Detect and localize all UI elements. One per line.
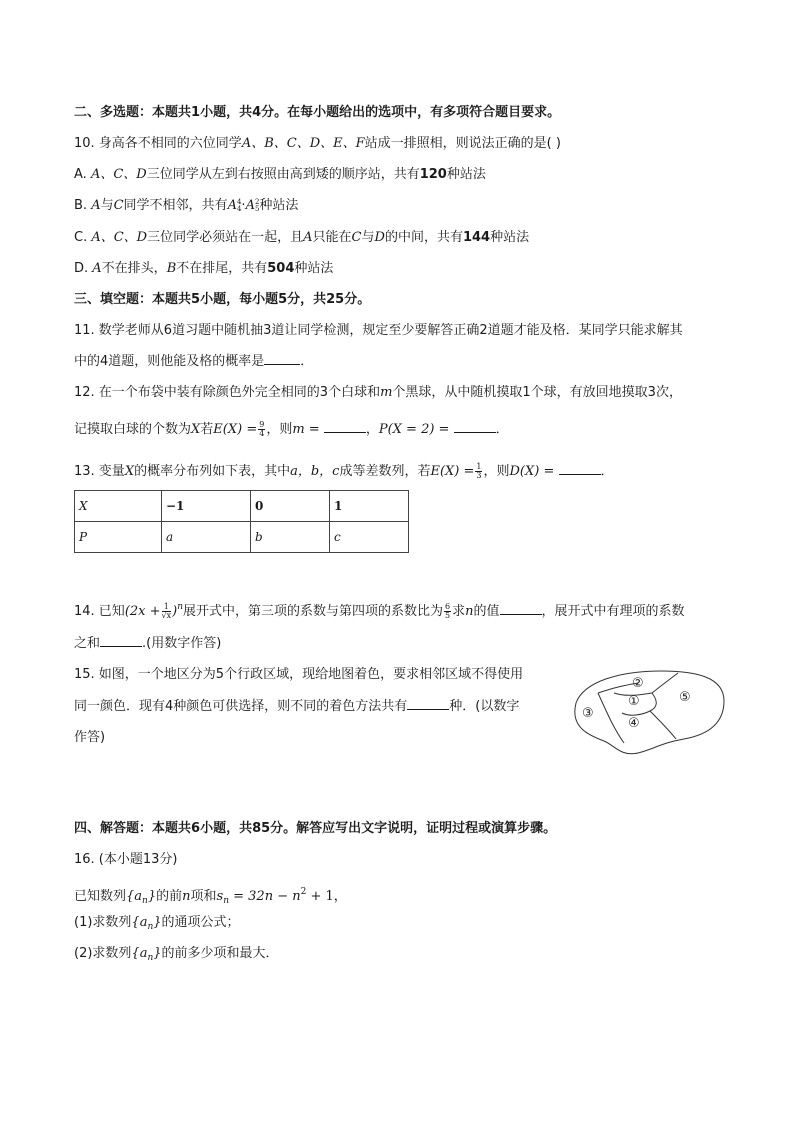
q10-option-b-text2: 同学不相邻，共有 [123, 198, 228, 213]
q14-line-1-a: 14. 已知 [74, 604, 125, 619]
q10-option-c-math: A、C、D [91, 230, 148, 245]
q11-line-2-text: 中的4道题，则他能及格的概率是 [74, 354, 265, 369]
q12-line-2-b: 若 [200, 422, 214, 437]
q10-option-c-number: 144 [462, 230, 491, 245]
q10-option-d-number: 504 [267, 261, 295, 276]
q14-sum-blank[interactable] [100, 634, 142, 647]
table-cell: a [162, 522, 251, 553]
q13-expectation: E(X) = [430, 464, 475, 479]
q14-ratio-num: 6 [445, 602, 451, 611]
q10-option-c-text1: 三位同学必须站在一起，且 [147, 230, 304, 245]
q10-option-d-end: 种站法 [294, 261, 334, 276]
q15-line-2-a: 同一颜色．现有4种颜色可供选择，则不同的着色方法共有 [74, 699, 408, 714]
section-3-header-c: 分，共 [287, 292, 327, 307]
q16-part-1 [74, 914, 240, 936]
q16-part-1-b: 的通项公式； [161, 915, 240, 930]
q10-option-d-text1: 不在排头， [101, 261, 167, 276]
q10-option-d-text2: 不在排尾，共有 [176, 261, 268, 276]
q10-option-b-math1: A [91, 198, 101, 213]
section-3-question-count: 5 [191, 292, 201, 307]
q14-line-1-b: 展开式中，第三项的系数与第四项的系数比为 [183, 604, 444, 619]
q13-line [74, 462, 614, 481]
table-cell: 0 [251, 491, 330, 522]
q12-line-1-b: 个黑球，从中随机摸取1个球，有放回地摸取3次， [392, 385, 682, 400]
region-labels [582, 676, 691, 731]
q10-option-b-perm2-sub: 5 [254, 204, 260, 213]
q10-option-d-math2: B [166, 261, 177, 276]
q16-part-1-seq-end: } [153, 915, 162, 930]
q16-line-1 [74, 883, 347, 910]
q16-line-1-d: ， [333, 889, 347, 904]
q13-fraction-den: 3 [476, 471, 482, 480]
q13-abc: a，b，c [290, 464, 340, 479]
region-5-label: ⑤ [679, 690, 691, 705]
q16-part-2-seq: {a [131, 946, 148, 961]
q16-part-2 [74, 945, 279, 967]
q10-option-b-perm1-sup: 4 [236, 197, 242, 206]
map-border-2 [598, 693, 624, 743]
q13-var-x: X [124, 464, 135, 479]
q12-line-1 [74, 384, 682, 402]
q16-formula-end: + 1 [310, 889, 334, 904]
section-2-header [74, 104, 560, 122]
q14-n-blank[interactable] [500, 602, 542, 615]
region-3-label: ③ [582, 706, 594, 721]
q14-fraction [162, 603, 172, 620]
section-3-score-total: 25 [326, 292, 345, 307]
q15-line-2 [74, 697, 519, 716]
q10-option-a-end: 种站法 [446, 167, 486, 182]
q10-option-a [74, 166, 486, 184]
q10-option-b-label: B. [74, 198, 92, 213]
q14-line-2-a: 之和 [74, 636, 101, 651]
q14-ratio-den: 5 [445, 611, 451, 620]
q10-option-b-perm2-sup: 2 [254, 197, 260, 206]
q16-seq: {a [126, 889, 143, 904]
q10-option-c-math3: C [351, 230, 362, 245]
section-3-header-d: 分。 [344, 292, 371, 307]
region-4-label: ④ [628, 716, 640, 731]
q12-fraction [258, 421, 265, 438]
q10-option-d-math1: A [92, 261, 102, 276]
section-2-header-b: 小题，共 [200, 105, 253, 120]
section-2-header-a: 二、多选题：本题共 [74, 105, 192, 120]
q12-expectation: E(X) = [213, 422, 258, 437]
q10-option-c-text3: 与 [361, 230, 375, 245]
q14-line-1-c: 求 [452, 604, 466, 619]
table-row [75, 491, 409, 522]
map-border-5 [650, 711, 676, 739]
q13-fraction-num: 1 [476, 462, 482, 471]
map-outline [575, 671, 724, 754]
q12-line-2-a: 记摸取白球的个数为 [74, 422, 192, 437]
q16-seq-sub: n [142, 896, 148, 906]
q10-option-b-perm2: A [245, 198, 255, 213]
q14-line-2-b: .(用数字作答) [142, 636, 222, 651]
q10-option-d [74, 260, 333, 278]
q13-answer-blank[interactable] [559, 462, 601, 475]
section-3-header-a: 三、填空题：本题共 [74, 292, 192, 307]
q16-part-2-seq-sub: n [147, 953, 154, 963]
q10-stem-a: 10. 身高各不相同的六位同学 [74, 136, 242, 151]
section-4-header [74, 820, 556, 838]
q10-option-d-label: D. [74, 261, 93, 276]
section-2-score: 4 [252, 105, 262, 120]
q15-line-1: 15. 如图，一个地区分为5个行政区域，现给地图着色，要求相邻区域不得使用 [74, 667, 524, 682]
q14-exponent: n [177, 602, 183, 612]
q12-line-2 [74, 420, 509, 439]
q13-line-b: 的概率分布列如下表，其中 [134, 464, 291, 479]
q12-line-2-d: ， [365, 422, 379, 437]
region-map-figure [566, 663, 726, 759]
q16-sn-sub: n [223, 896, 229, 906]
q10-option-c-math4: D [374, 230, 385, 245]
q10-option-a-math: A、C、D [90, 167, 147, 182]
section-2-header-c: 分。在每小题给出的选项中，有多项符合题目要求。 [261, 105, 561, 120]
section-4-question-count: 6 [191, 821, 201, 836]
q15-answer-blank[interactable] [407, 697, 449, 710]
q14-fraction-num: 1 [162, 603, 172, 612]
q10-option-b [74, 197, 298, 215]
q16-part-2-b: 的前多少项和最大． [161, 946, 279, 961]
table-cell: P [75, 522, 162, 553]
region-1-label: ① [628, 694, 640, 709]
q13-fraction [475, 463, 482, 480]
q12-m-blank[interactable] [324, 420, 366, 433]
section-4-header-a: 四、解答题：本题共 [74, 821, 192, 836]
section-4-header-b: 小题，共 [200, 821, 253, 836]
section-4-score: 85 [252, 821, 271, 836]
q13-line-a: 13. 变量 [74, 464, 125, 479]
q12-p-blank[interactable] [454, 420, 496, 433]
q12-fraction-num: 9 [259, 420, 265, 429]
q15-line-2-b: 种．(以数字 [449, 699, 520, 714]
table-cell: 1 [330, 491, 409, 522]
q10-option-a-label: A. [74, 167, 91, 182]
q10-option-b-perm1: A [227, 198, 237, 213]
q10-option-b-dot: · [241, 198, 246, 213]
section-2-question-count: 1 [191, 105, 201, 120]
table-cell: X [75, 491, 162, 522]
q14-line-1-e: ，展开式中有理项的系数 [541, 604, 685, 619]
region-2-label: ② [632, 676, 644, 691]
q16-part-1-a: (1)求数列 [74, 915, 132, 930]
q12-fraction-den: 4 [259, 429, 265, 438]
section-3-header-b: 小题，每小题 [200, 292, 279, 307]
q10-option-a-text: 三位同学从左到右按照由高到矮的顺序站，共有 [146, 167, 420, 182]
q11-answer-blank[interactable] [264, 352, 300, 365]
q16-part-1-seq-sub: n [147, 922, 154, 932]
q10-option-c-text4: 的中间，共有 [384, 230, 463, 245]
q16-sn: s [216, 889, 224, 904]
q16-var-n: n [182, 889, 191, 904]
q10-names: A、B、C、D、E、F [241, 136, 365, 151]
q10-option-c-label: C. [74, 230, 92, 245]
q10-option-b-text1: 与 [100, 198, 114, 213]
q14-var-n: n [465, 604, 474, 619]
table-cell: b [251, 522, 330, 553]
q14-ratio [444, 603, 451, 620]
q13-line-d: ，则 [483, 464, 510, 479]
section-4-header-c: 分。解答应写出文字说明，证明过程或演算步骤。 [270, 821, 557, 836]
q16-part-2-seq-end: } [153, 946, 162, 961]
q11-line-2 [74, 352, 313, 371]
q13-distribution-table [74, 490, 409, 553]
q10-option-b-perm1-sub: 4 [236, 204, 242, 213]
q10-stem [74, 135, 561, 153]
q16-line-1-c: 项和 [190, 889, 217, 904]
map-border-4 [652, 673, 678, 693]
q16-seq-end: } [147, 889, 157, 904]
q14-line-1 [74, 598, 685, 621]
q13-line-end: ． [600, 464, 614, 479]
q10-option-c-math2: A [303, 230, 313, 245]
q10-stem-b: 站成一排照相，则说法正确的是( ) [364, 136, 561, 151]
q10-option-c [74, 229, 529, 247]
q10-option-c-text2: 只能在 [312, 230, 352, 245]
q14-fraction-den: √x [161, 611, 172, 620]
q14-expression: (2x + [124, 604, 161, 619]
section-3-header [74, 291, 370, 309]
q10-option-b-math2: C [113, 198, 124, 213]
q13-line-c: 成等差数列，若 [339, 464, 431, 479]
q16-line-1-a: 已知数列 [74, 889, 127, 904]
q16-title: 16. (本小题13分) [74, 852, 178, 867]
q12-var-x: X [191, 422, 201, 437]
section-3-score-each: 5 [278, 292, 288, 307]
q10-option-a-number: 120 [419, 167, 447, 182]
q11-line-2-end: ． [300, 354, 314, 369]
q12-line-2-end: ． [495, 422, 509, 437]
q11-line-1: 11. 数学老师从6道习题中随机抽3道让同学检测，规定至少要解答正确2道题才能及格．某同学只能求解其 [74, 323, 683, 338]
q12-var-m: m [380, 385, 393, 400]
table-cell: c [330, 522, 409, 553]
table-row [75, 522, 409, 553]
q14-line-2 [74, 634, 221, 653]
q14-expression-end: ) [172, 604, 178, 619]
q16-formula: = 32n − n [233, 889, 301, 904]
q16-formula-sup: 2 [300, 887, 307, 897]
q12-probability: P(X = 2) = [378, 422, 450, 437]
q12-m-equals: m = [292, 422, 320, 437]
q15-line-3: 作答) [74, 730, 106, 745]
q10-option-b-end: 种站法 [259, 198, 299, 213]
q14-line-1-d: 的值 [473, 604, 500, 619]
q12-line-1-a: 12. 在一个布袋中装有除颜色外完全相同的3个白球和 [74, 385, 381, 400]
q16-part-1-seq: {a [131, 915, 148, 930]
q13-variance: D(X) = [509, 464, 555, 479]
q10-option-c-end: 种站法 [490, 230, 530, 245]
table-cell: −1 [162, 491, 251, 522]
q12-line-2-c: ，则 [266, 422, 293, 437]
q16-part-2-a: (2)求数列 [74, 946, 132, 961]
q16-line-1-b: 的前 [156, 889, 183, 904]
